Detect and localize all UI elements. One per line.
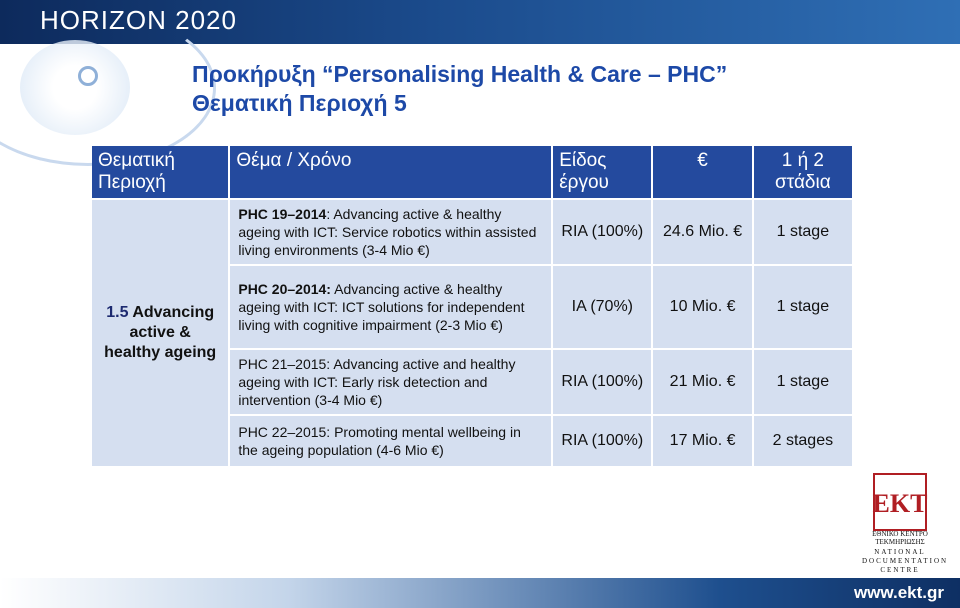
- amount-cell: 10 Mio. €: [653, 266, 751, 348]
- topics-table: [90, 144, 854, 474]
- topic-desc: PHC 21–2015: Advancing active and healthy ageing with ICT: Early risk detection and intervention (3-4 Mio €): [238, 356, 516, 408]
- topic-code: PHC 19–2014: [238, 206, 327, 222]
- type-cell: IA (70%): [553, 266, 651, 348]
- topic-cell: [230, 200, 551, 264]
- amount-cell: 21 Mio. €: [653, 350, 751, 414]
- table-header-row: [92, 146, 852, 198]
- topic-desc: : Advancing active & healthy ageing with ICT: Service robotics within assisted living environments (3-4 Mio €): [238, 206, 537, 258]
- footer-url-link[interactable]: www.ekt.gr: [853, 583, 944, 602]
- amount-cell: 17 Mio. €: [653, 416, 751, 466]
- ekt-greek-name: ΕΘΝΙΚΟ ΚΕΝΤΡΟ ΤΕΚΜΗΡΙΩΣΗΣ: [872, 530, 928, 546]
- header-stages: 1 ή 2 στάδια: [754, 146, 852, 198]
- table-row: [92, 200, 852, 264]
- area-cell: [92, 200, 228, 466]
- stage-cell: 1 stage: [754, 350, 852, 414]
- header-area: Θεματική Περιοχή: [92, 146, 228, 198]
- footer-band: [0, 578, 960, 608]
- slide-title: [192, 60, 727, 118]
- type-cell: RIA (100%): [553, 350, 651, 414]
- header-topic: Θέμα / Χρόνο: [230, 146, 551, 198]
- amount-cell: 24.6 Mio. €: [653, 200, 751, 264]
- type-cell: RIA (100%): [553, 200, 651, 264]
- title-line-2: Θεματική Περιοχή 5: [192, 90, 407, 116]
- stage-cell: 2 stages: [754, 416, 852, 466]
- stage-cell: 1 stage: [754, 200, 852, 264]
- brand-title: HORIZON 2020: [40, 5, 237, 35]
- ekt-logo: [872, 472, 928, 532]
- topic-cell: [230, 350, 551, 414]
- topic-desc: Advancing active & healthy ageing with ICT: ICT solutions for independent living with cognitive impairment (2-3 Mio €): [238, 281, 525, 333]
- decorative-dot: [78, 66, 98, 86]
- title-line-1: Προκήρυξη “Personalising Health & Care – PHC”: [192, 61, 728, 87]
- area-number: 1.5: [106, 304, 129, 321]
- topic-cell: [230, 266, 551, 348]
- header-budget: €: [653, 146, 751, 198]
- decorative-glow: [20, 40, 130, 135]
- area-text: Advancing active & healthy ageing: [104, 304, 217, 361]
- topic-desc: PHC 22–2015: Promoting mental wellbeing in the ageing population (4-6 Mio €): [238, 424, 521, 458]
- stage-cell: 1 stage: [754, 266, 852, 348]
- topic-cell: [230, 416, 551, 466]
- svg-text:EKT: EKT: [872, 489, 928, 518]
- topic-code: PHC 20–2014:: [238, 281, 331, 297]
- type-cell: RIA (100%): [553, 416, 651, 466]
- header-type: Είδος έργου: [553, 146, 651, 198]
- ekt-english-name: NATIONAL DOCUMENTATION CENTRE: [862, 548, 949, 574]
